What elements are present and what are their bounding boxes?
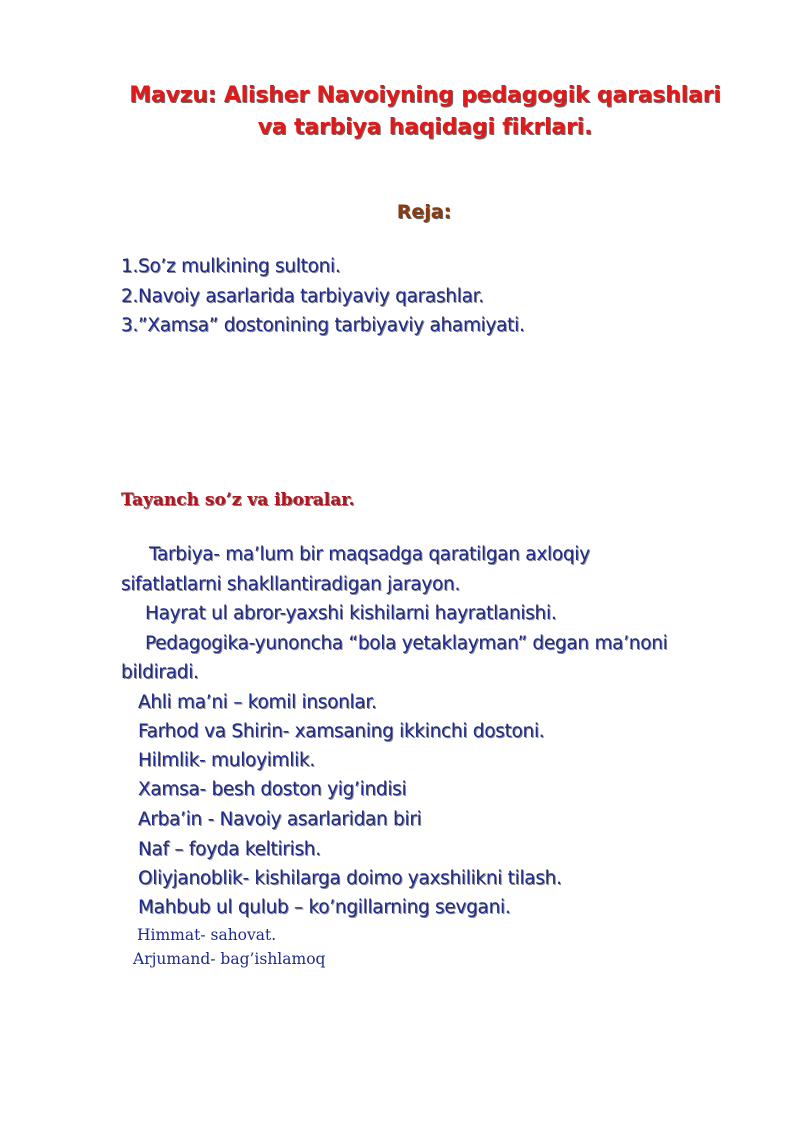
keyword-line: Xamsa- besh doston yig’indisi — [138, 779, 407, 800]
keyword-line: Ahli ma’ni – komil insonlar. — [138, 692, 377, 713]
keyword-line: Oliyjanoblik- kishilarga doimo yaxshilikni tilash. — [138, 868, 562, 889]
plan-item: 3.”Xamsa” dostonining tarbiyaviy ahamiyati. — [121, 315, 525, 336]
keyword-line: Hayrat ul abror-yaxshi kishilarni hayratlanishi. — [145, 603, 557, 624]
keyword-line: Hilmlik- muloyimlik. — [138, 750, 315, 771]
plan-heading: Reja: — [396, 201, 452, 223]
keyword-line: Naf – foyda keltirish. — [138, 839, 321, 860]
keywords-heading: Tayanch so’z va iboralar. — [121, 490, 355, 510]
keyword-line: sifatlatlarni shakllantiradigan jarayon. — [121, 574, 461, 595]
keyword-line: Tarbiya- ma’lum bir maqsadga qaratilgan axloqiy — [149, 544, 590, 565]
title-line-1: Mavzu: Alisher Navoiyning pedagogik qarashlari — [129, 83, 721, 108]
keyword-line: bildiradi. — [121, 662, 199, 683]
title-line-2: va tarbiya haqidagi fikrlari. — [257, 115, 593, 140]
keyword-line: Arba’in - Navoiy asarlaridan biri — [138, 809, 422, 830]
keyword-line: Mahbub ul qulub – ko’ngillarning sevgani. — [138, 897, 511, 918]
plan-list — [121, 252, 525, 341]
keyword-line: Pedagogika-yunoncha “bola yetaklayman” degan ma’noni — [145, 633, 668, 654]
keyword-line: Farhod va Shirin- xamsaning ikkinchi dostoni. — [138, 721, 545, 742]
plan-item: 1.So’z mulkining sultoni. — [121, 256, 341, 277]
plan-item: 2.Navoiy asarlarida tarbiyaviy qarashlar. — [121, 285, 484, 307]
keyword-line: Arjumand- bag’ishlamoq — [133, 950, 326, 968]
keyword-line: Himmat- sahovat. — [137, 926, 277, 944]
